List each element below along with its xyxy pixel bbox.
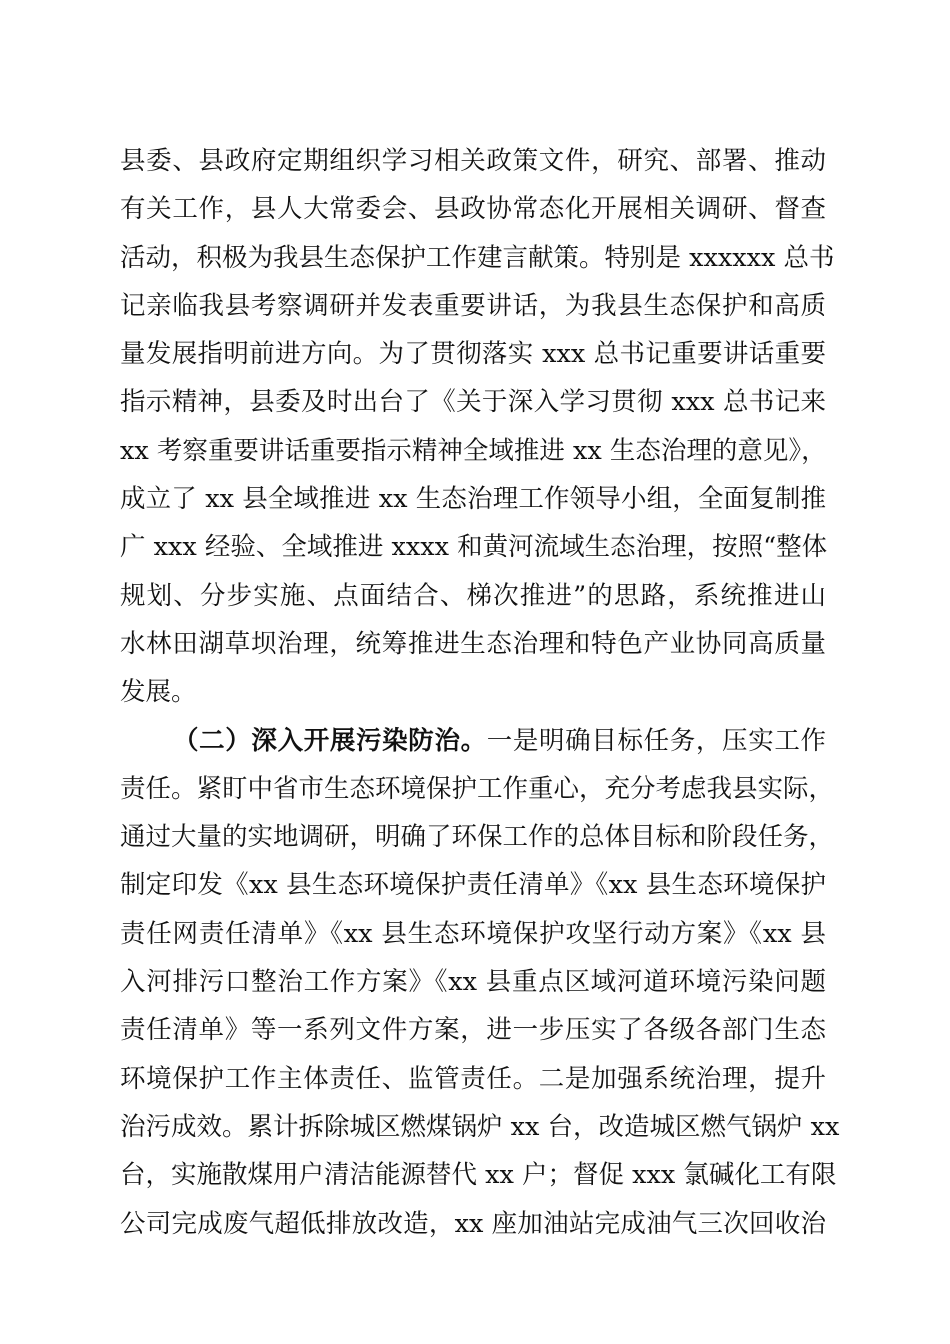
text-line: 通过大量的实地调研，明确了环保工作的总体目标和阶段任务， — [120, 822, 835, 853]
text-line: 制定印发《xx 县生态环境保护责任清单》《xx 县生态环境保护 — [120, 870, 826, 901]
text-line: 量发展指明前进方向。为了贯彻落实 xxx 总书记重要讲话重要 — [120, 339, 826, 370]
text-line: 活动，积极为我县生态保护工作建言献策。特别是 xxxxxx 总书 — [120, 242, 835, 273]
text-line: 责任。紧盯中省市生态环境保护工作重心，充分考虑我县实际， — [120, 773, 835, 804]
text-line: 成立了 xx 县全域推进 xx 生态治理工作领导小组，全面复制推 — [120, 484, 826, 515]
paragraph-2-first-line — [120, 717, 826, 765]
text-line: xx 考察重要讲话重要指示精神全域推进 xx 生态治理的意见》， — [120, 435, 827, 466]
text-line: 入河排污口整治工作方案》《xx 县重点区域河道环境污染问题 — [120, 967, 826, 998]
paragraph-2 — [120, 717, 840, 1248]
text-line: 责任网责任清单》《xx 县生态环境保护攻坚行动方案》《xx 县 — [120, 918, 826, 949]
text-run: 一是明确目标任务，压实工作 — [486, 725, 826, 756]
text-line: 指示精神，县委及时出台了《关于深入学习贯彻 xxx 总书记来 — [120, 387, 826, 418]
text-line: 有关工作，县人大常委会、县政协常态化开展相关调研、督查 — [120, 194, 826, 225]
document-body — [120, 137, 840, 1248]
paragraph-1 — [120, 137, 835, 717]
text-line: 台，实施散煤用户清洁能源替代 xx 户；督促 xxx 氯碱化工有限 — [120, 1160, 837, 1191]
text-line: 水林田湖草坝治理，统筹推进生态治理和特色产业协同高质量 — [120, 628, 826, 659]
text-line: 环境保护工作主体责任、监管责任。二是加强系统治理，提升 — [120, 1063, 826, 1094]
text-line: 发展。 — [120, 677, 197, 708]
text-line: 广 xxx 经验、全域推进 xxxx 和黄河流域生态治理，按照“整体 — [120, 532, 828, 563]
text-line: 治污成效。累计拆除城区燃煤锅炉 xx 台，改造城区燃气锅炉 xx — [120, 1111, 840, 1142]
text-line: 规划、分步实施、点面结合、梯次推进”的思路，系统推进山 — [120, 580, 826, 611]
text-line: 县委、县政府定期组织学习相关政策文件，研究、部署、推动 — [120, 146, 826, 176]
text-line: 责任清单》等一系列文件方案，进一步压实了各级各部门生态 — [120, 1015, 826, 1046]
section-heading: （二）深入开展污染防治。 — [173, 725, 487, 756]
text-line: 记亲临我县考察调研并发表重要讲话，为我县生态保护和高质 — [120, 290, 826, 321]
text-line: 公司完成废气超低排放改造，xx 座加油站完成油气三次回收治 — [120, 1208, 826, 1239]
